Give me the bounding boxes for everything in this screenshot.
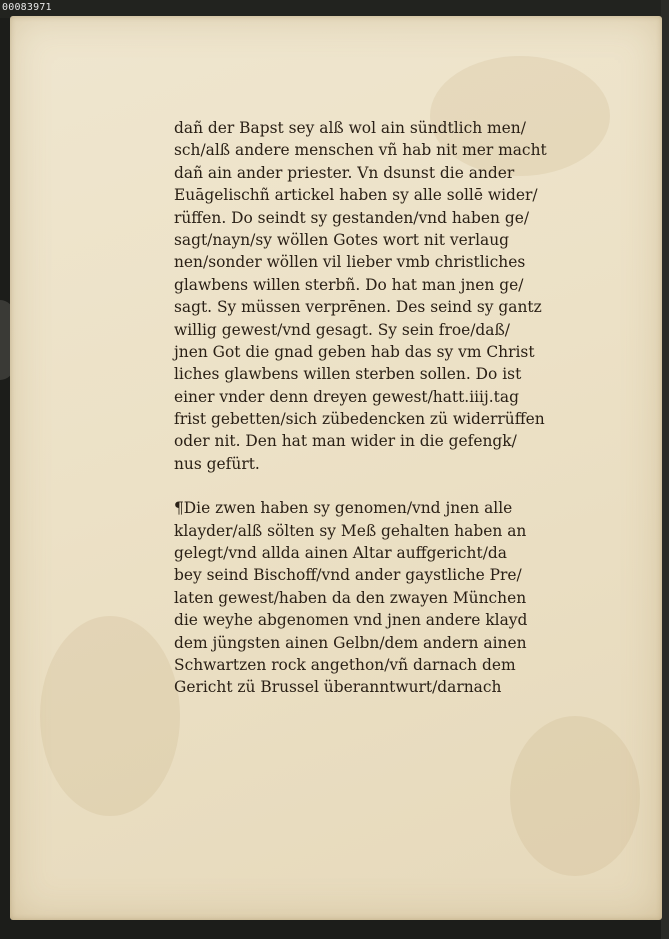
text-line: dañ ain ander priester. Vn dsunst die ander — [174, 163, 515, 182]
paper-stain — [40, 616, 180, 816]
paper-stain — [510, 716, 640, 876]
paragraph — [174, 117, 564, 475]
paragraph — [174, 497, 564, 699]
text-line: sagt/nayn/sy wöllen Gotes wort nit verlaug — [174, 230, 510, 249]
text-line: frist gebetten/sich zübedencken zü widerrüffen — [174, 410, 545, 429]
text-line: klayder/alß sölten sy Meß gehalten haben an — [174, 521, 527, 540]
text-line: Euāgelischñ artickel haben sy alle sollē wider/ — [174, 186, 538, 205]
text-line: liches glawbens willen sterben sollen. Do ist — [174, 365, 522, 384]
text-line: dem jüngsten ainen Gelbn/dem andern ainen — [174, 633, 527, 652]
text-line: ¶Die zwen haben sy genomen/vnd jnen alle — [174, 499, 513, 518]
text-line: nus gefürt. — [174, 454, 260, 473]
text-line: Schwartzen rock angethon/vñ darnach dem — [174, 655, 516, 674]
text-line: nen/sonder wöllen vil lieber vmb christliches — [174, 253, 526, 272]
text-line: sch/alß andere menschen vñ hab nit mer macht — [174, 141, 547, 160]
scan-border-right — [661, 0, 669, 939]
scan-id-label: 00083971 — [2, 2, 52, 13]
text-line: Gericht zü Brussel überanntwurt/darnach — [174, 678, 502, 697]
text-line: willig gewest/vnd gesagt. Sy sein froe/daß/ — [174, 320, 510, 339]
body-text — [174, 117, 564, 699]
text-line: die weyhe abgenomen vnd jnen andere klayd — [174, 611, 528, 630]
text-line: sagt. Sy müssen verprēnen. Des seind sy gantz — [174, 298, 542, 317]
text-line: glawbens willen sterbñ. Do hat man jnen ge/ — [174, 275, 524, 294]
text-line: bey seind Bischoff/vnd ander gaystliche Pre/ — [174, 566, 522, 585]
text-line: dañ der Bapst sey alß wol ain sündtlich men/ — [174, 119, 526, 137]
text-line: oder nit. Den hat man wider in die gefengk/ — [174, 432, 517, 451]
text-line: rüffen. Do seindt sy gestanden/vnd haben ge/ — [174, 208, 530, 227]
text-line: gelegt/vnd allda ainen Altar auffgericht/da — [174, 544, 507, 563]
text-line: laten gewest/haben da den zwayen München — [174, 588, 527, 607]
text-line: einer vnder denn dreyen gewest/hatt.iiij.tag — [174, 387, 519, 406]
text-line: jnen Got die gnad geben hab das sy vm Christ — [174, 342, 535, 361]
